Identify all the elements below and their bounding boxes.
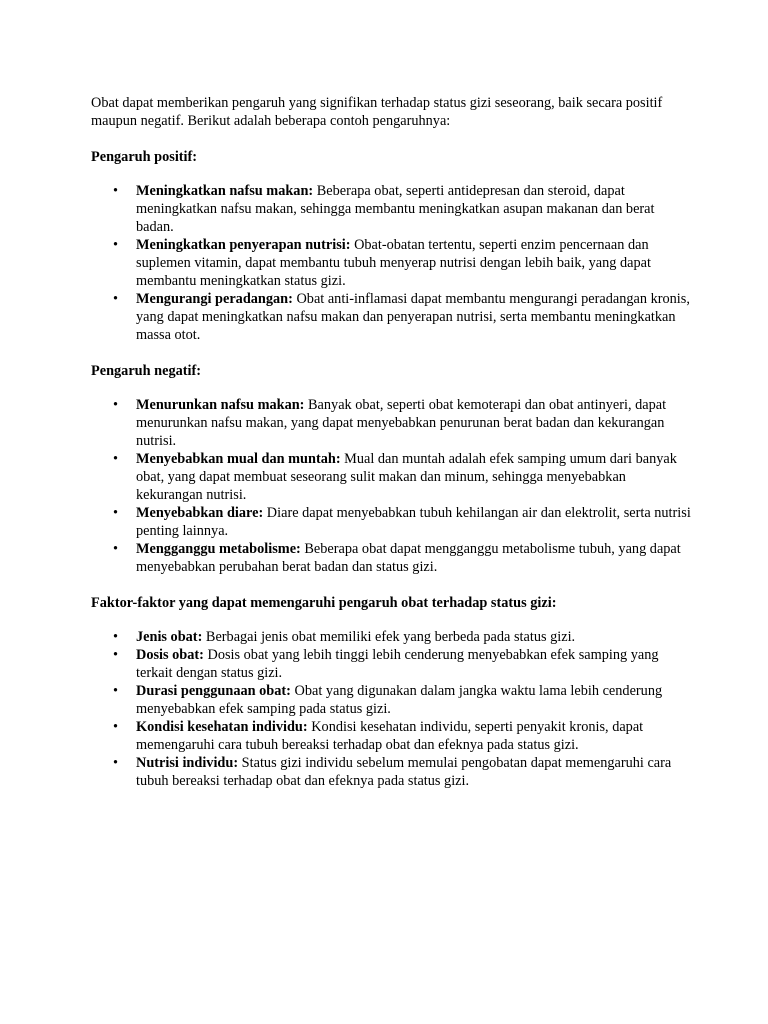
list-item xyxy=(91,396,691,450)
item-term: Mengganggu metabolisme: xyxy=(136,541,301,557)
bullet-icon: • xyxy=(113,291,119,307)
bullet-icon: • xyxy=(113,183,119,199)
negative-list xyxy=(91,396,691,576)
list-item xyxy=(91,718,691,754)
item-term: Menurunkan nafsu makan: xyxy=(136,397,305,413)
document-body xyxy=(91,94,691,790)
item-term: Kondisi kesehatan individu: xyxy=(136,719,308,735)
list-item xyxy=(91,450,691,504)
item-text: Diare dapat menyebabkan tubuh kehilangan air dan elektrolit, serta nutrisi penting lainnya. xyxy=(136,505,691,539)
item-text: Banyak obat, seperti obat kemoterapi dan obat antinyeri, dapat menurunkan nafsu makan, yang dapat menyebabkan penurunan berat badan dan kekurangan nutrisi. xyxy=(136,397,667,449)
item-text: Obat-obatan tertentu, seperti enzim pencernaan dan suplemen vitamin, dapat membantu tubuh menyerap nutrisi dengan lebih baik, yang dapat membantu meningkatkan status gizi. xyxy=(136,237,651,289)
bullet-icon: • xyxy=(113,719,119,735)
item-text: Beberapa obat dapat mengganggu metabolisme tubuh, yang dapat menyebabkan perubahan berat badan dan status gizi. xyxy=(136,541,681,575)
item-text: Kondisi kesehatan individu, seperti penyakit kronis, dapat memengaruhi cara tubuh bereaksi terhadap obat dan efeknya pada status gizi. xyxy=(136,719,644,753)
bullet-icon: • xyxy=(113,397,119,413)
bullet-icon: • xyxy=(113,683,119,699)
item-text: Berbagai jenis obat memiliki efek yang berbeda pada status gizi. xyxy=(202,629,576,645)
positive-list xyxy=(91,182,691,344)
list-item xyxy=(91,290,691,344)
item-term: Durasi penggunaan obat: xyxy=(136,683,291,699)
bullet-icon: • xyxy=(113,629,119,645)
item-term: Menyebabkan mual dan muntah: xyxy=(136,451,341,467)
list-item xyxy=(91,236,691,290)
factors-heading: Faktor-faktor yang dapat memengaruhi pengaruh obat terhadap status gizi: xyxy=(91,595,557,611)
item-text: Obat anti-inflamasi dapat membantu mengurangi peradangan kronis, yang dapat meningkatkan nafsu makan dan penyerapan nutrisi, serta membantu meningkatkan massa otot. xyxy=(136,291,690,343)
item-term: Mengurangi peradangan: xyxy=(136,291,293,307)
item-text: Dosis obat yang lebih tinggi lebih cenderung menyebabkan efek samping yang terkait dengan status gizi. xyxy=(136,647,659,681)
negative-heading: Pengaruh negatif: xyxy=(91,363,201,379)
item-text: Obat yang digunakan dalam jangka waktu lama lebih cenderung menyebabkan efek samping pada status gizi. xyxy=(136,683,663,717)
list-item xyxy=(91,504,691,540)
intro-paragraph: Obat dapat memberikan pengaruh yang signifikan terhadap status gizi seseorang, baik secara positif maupun negatif. Berikut adalah beberapa contoh pengaruhnya: xyxy=(91,95,663,129)
list-item xyxy=(91,628,691,646)
bullet-icon: • xyxy=(113,451,119,467)
bullet-icon: • xyxy=(113,541,119,557)
list-item xyxy=(91,682,691,718)
bullet-icon: • xyxy=(113,505,119,521)
positive-heading: Pengaruh positif: xyxy=(91,149,198,165)
item-text: Beberapa obat, seperti antidepresan dan steroid, dapat meningkatkan nafsu makan, sehingga membantu meningkatkan asupan makanan dan berat badan. xyxy=(136,183,655,235)
item-term: Dosis obat: xyxy=(136,647,204,663)
list-item xyxy=(91,182,691,236)
item-term: Jenis obat: xyxy=(136,629,203,645)
factors-list xyxy=(91,628,691,790)
bullet-icon: • xyxy=(113,755,119,771)
item-term: Nutrisi individu: xyxy=(136,755,239,771)
bullet-icon: • xyxy=(113,237,119,253)
item-term: Menyebabkan diare: xyxy=(136,505,264,521)
item-text: Mual dan muntah adalah efek samping umum dari banyak obat, yang dapat membuat seseorang sulit makan dan minum, sehingga menyebabkan kekurangan nutrisi. xyxy=(136,451,677,503)
item-text: Status gizi individu sebelum memulai pengobatan dapat memengaruhi cara tubuh bereaksi terhadap obat dan efeknya pada status gizi. xyxy=(136,755,672,789)
item-term: Meningkatkan penyerapan nutrisi: xyxy=(136,237,351,253)
item-term: Meningkatkan nafsu makan: xyxy=(136,183,314,199)
list-item xyxy=(91,646,691,682)
list-item xyxy=(91,754,691,790)
bullet-icon: • xyxy=(113,647,119,663)
list-item xyxy=(91,540,691,576)
